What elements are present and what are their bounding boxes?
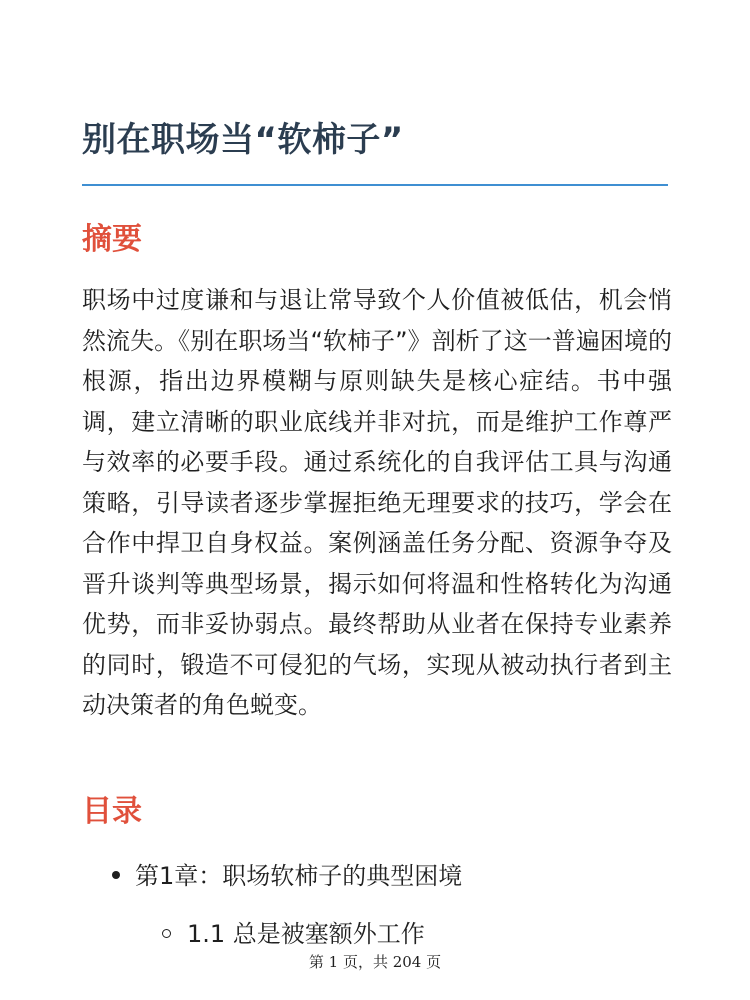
bullet-circle-icon — [162, 929, 171, 938]
document-title: 别在职场当“软柿子” — [82, 120, 404, 160]
title-divider — [82, 184, 668, 186]
toc-item-label: 1.1 总是被塞额外工作 — [187, 920, 425, 948]
summary-heading: 摘要 — [82, 222, 142, 257]
toc-item-chapter-1[interactable] — [112, 856, 462, 896]
toc-item-label: 第1章：职场软柿子的典型困境 — [135, 862, 463, 890]
bullet-disc-icon — [112, 871, 120, 879]
summary-paragraph: 职场中过度谦和与退让常导致个人价值被低估，机会悄然流失。《别在职场当“软柿子”》剖析了这一普遍困境的根源，指出边界模糊与原则缺失是核心症结。书中强调，建立清晰的职业底线并非对抗，而是维护工作尊严与效率的必要手段。通过系统化的自我评估工具与沟通策略，引导读者逐步掌握拒绝无理要求的技巧，学会在合作中捍卫自身权益。案例涵盖任务分配、资源争夺及晋升谈判等典型场景，揭示如何将温和性格转化为沟通优势，而非妥协弱点。最终帮助从业者在保持专业素养的同时，锻造不可侵犯的气场，实现从被动执行者到主动决策者的角色蜕变。 — [82, 286, 672, 719]
toc-heading: 目录 — [82, 794, 142, 829]
toc-item-section-1-1[interactable] — [162, 914, 425, 954]
page-number-footer: 第 1 页，共 204 页 — [308, 953, 442, 971]
